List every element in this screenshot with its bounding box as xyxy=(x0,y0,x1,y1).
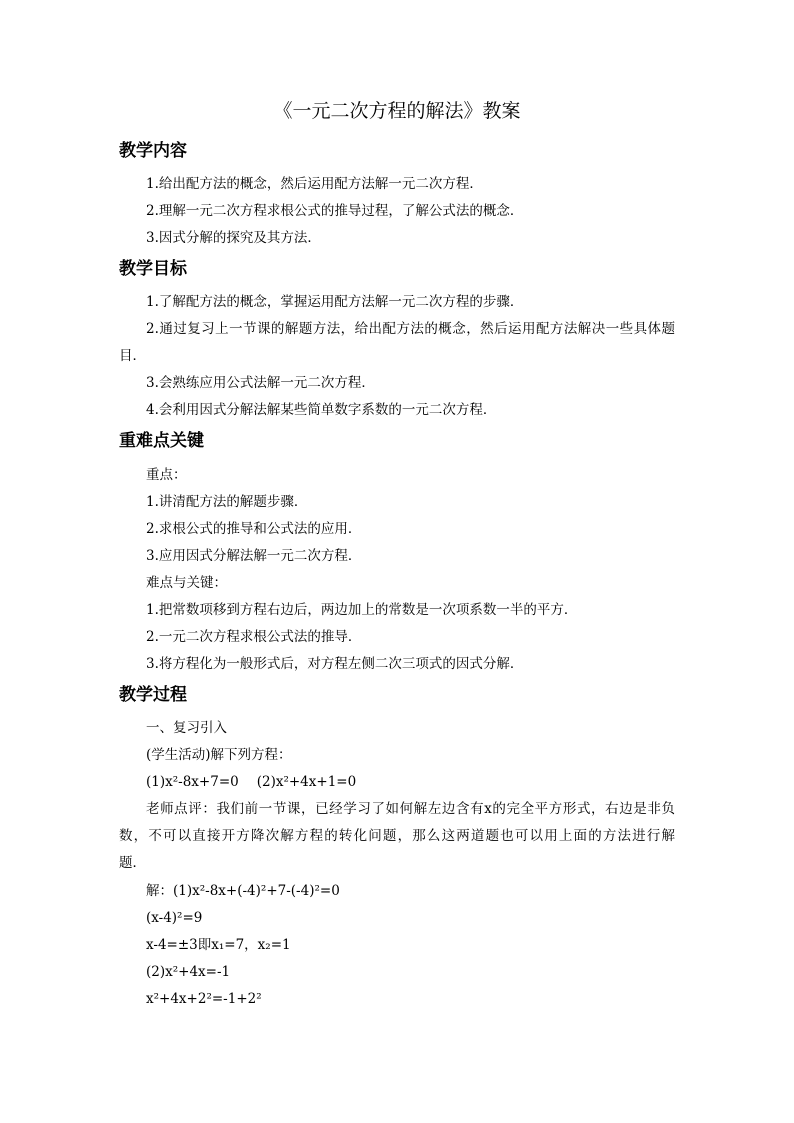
teacher-comment-text-1: 老师点评：我们前一节课，已经学习了如何解左边含有x的完全平方形式，右边是非负 xyxy=(146,801,675,817)
equation-1: (1)x²-8x+7=0 xyxy=(146,774,239,790)
heading-key-points: 重难点关键 xyxy=(119,431,204,451)
key-item-2: 2.求根公式的推导和公式法的应用． xyxy=(146,521,362,537)
exercise-equations xyxy=(146,773,356,791)
difficulty-item-2: 2.一元二次方程求根公式法的推导． xyxy=(146,629,362,645)
teacher-comment-line1 xyxy=(119,800,675,818)
content-item-1: 1.给出配方法的概念，然后运用配方法解一元二次方程． xyxy=(146,176,483,192)
content-item-3: 3.因式分解的探究及其方法． xyxy=(146,230,321,246)
difficulty-item-3: 3.将方程化为一般形式后，对方程左侧二次三项式的因式分解． xyxy=(146,656,524,672)
review-intro: 一、复习引入 xyxy=(146,720,227,736)
document-title: 《一元二次方程的解法》教案 xyxy=(273,100,521,122)
solution-step-1: 解：(1)x²-8x+(-4)²+7-(-4)²=0 xyxy=(146,883,340,899)
content-item-2: 2.理解一元二次方程求根公式的推导过程，了解公式法的概念． xyxy=(146,203,524,219)
key-points-label: 重点： xyxy=(146,467,187,483)
goal-item-2-line2: 目． xyxy=(119,348,146,364)
goal-item-2-line1 xyxy=(119,320,675,338)
equation-2: (2)x²+4x+1=0 xyxy=(256,774,357,790)
heading-teaching-content: 教学内容 xyxy=(119,141,187,161)
solution-step-4: (2)x²+4x=-1 xyxy=(146,964,231,980)
key-item-1: 1.讲清配方法的解题步骤． xyxy=(146,494,308,510)
goal-item-1: 1.了解配方法的概念，掌握运用配方法解一元二次方程的步骤． xyxy=(146,294,524,310)
difficulty-label: 难点与关键： xyxy=(146,575,227,591)
goal-item-4: 4.会利用因式分解法解某些简单数字系数的一元二次方程． xyxy=(146,402,497,418)
heading-teaching-process: 教学过程 xyxy=(119,685,187,705)
heading-teaching-goals: 教学目标 xyxy=(119,259,187,279)
teacher-comment-text-2: 数，不可以直接开方降次解方程的转化问题，那么这两道题也可以用上面的方法进行解 xyxy=(119,828,675,844)
solution-step-3: x-4=±3即x₁=7，x₂=1 xyxy=(146,937,291,953)
key-item-3: 3.应用因式分解法解一元二次方程． xyxy=(146,548,362,564)
solution-step-5: x²+4x+2²=-1+2² xyxy=(146,991,262,1007)
teacher-comment-line2 xyxy=(119,827,675,845)
solution-step-2: (x-4)²=9 xyxy=(146,910,203,926)
goal-item-3: 3.会熟练应用公式法解一元二次方程． xyxy=(146,375,375,391)
student-activity: (学生活动)解下列方程： xyxy=(146,747,292,763)
goal-item-2-text: 2.通过复习上一节课的解题方法，给出配方法的概念，然后运用配方法解决一些具体题 xyxy=(146,321,675,337)
difficulty-item-1: 1.把常数项移到方程右边后，两边加上的常数是一次项系数一半的平方． xyxy=(146,602,578,618)
teacher-comment-line3: 题． xyxy=(119,855,146,871)
